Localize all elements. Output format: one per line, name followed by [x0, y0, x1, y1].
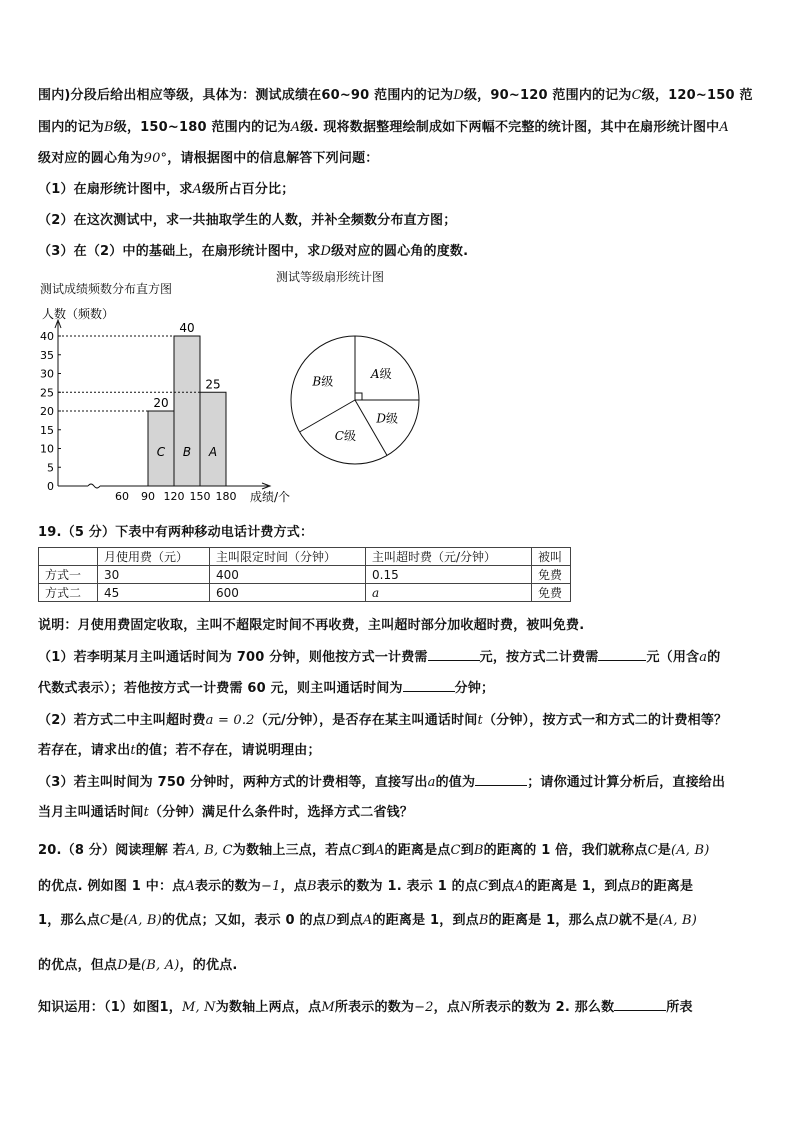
var-N: N — [460, 1000, 472, 1015]
text: ；请你通过计算分析后，直接给出 — [527, 775, 726, 790]
text: （分钟），按方式一和方式二的计费相等？ — [482, 713, 728, 728]
p20-line-1 — [38, 839, 710, 858]
table-row — [39, 566, 571, 584]
bar-category-label: A — [208, 445, 218, 459]
text: 元（用含 — [646, 650, 700, 665]
text: 级对应的圆心角的度数. — [331, 244, 469, 259]
table-cell: 方式二 — [39, 584, 98, 602]
pie-chart — [285, 330, 425, 470]
text: 是 — [110, 913, 124, 928]
var-A: A — [719, 120, 729, 135]
p19-note — [38, 614, 584, 633]
x-tick-label: 60 — [115, 490, 129, 503]
text: 围内)分段后给出相应等级，具体为：测试成绩在60~90 范围内的记为 — [38, 88, 454, 103]
p19-question-3 — [38, 771, 725, 790]
text: 的优点；又如，表示 0 的点 — [161, 913, 326, 928]
text: 的 — [707, 650, 721, 665]
fee-table — [38, 547, 571, 602]
var-B: B — [104, 120, 114, 135]
bar — [200, 392, 226, 486]
text: 的优点. 例如图 1 中：点 — [38, 879, 186, 894]
y-tick-label: 5 — [47, 461, 54, 475]
table-cell: 45 — [98, 584, 210, 602]
y-tick-label: 25 — [40, 386, 54, 400]
y-axis-label: 人数（频数） — [42, 307, 115, 321]
text: 20.（8 分）阅读理解 若 — [38, 843, 186, 858]
pair: (B, A) — [141, 958, 180, 973]
bar — [174, 336, 200, 486]
var-C: C — [478, 879, 489, 894]
text: （分钟）满足什么条件时，选择方式二省钱？ — [149, 805, 414, 820]
vars: M, N — [182, 1000, 216, 1015]
text: 是 — [127, 958, 142, 973]
text: 级对应的圆心角为 — [38, 151, 144, 166]
text: 为数轴上三点，若点 — [232, 843, 352, 858]
y-tick-label: 15 — [40, 423, 54, 437]
bar-category-label: C — [156, 445, 166, 459]
p19-question-2-cont — [38, 739, 321, 758]
p19-question-1-cont — [38, 677, 494, 696]
answer-blank[interactable] — [475, 773, 527, 786]
text: 所表 — [666, 1000, 693, 1015]
y-tick-label: 35 — [40, 348, 54, 362]
var-C: C — [631, 88, 642, 103]
text: （1）若李明某月主叫通话时间为 700 分钟，则他按方式一计费需 — [38, 650, 428, 665]
text: 知识运用：（1）如图1， — [38, 1000, 182, 1015]
table-cell: 免费 — [532, 584, 571, 602]
var-A: A — [185, 879, 195, 894]
text: 级，90~120 范围内的记为 — [463, 88, 632, 103]
text: （1）在扇形统计图中，求 — [38, 182, 193, 197]
text: 分钟； — [454, 681, 495, 696]
text: 级. 现将数据整理绘制成如下两幅不完整的统计图，其中在扇形统计图中 — [300, 120, 720, 135]
x-tick-label: 150 — [189, 490, 211, 503]
text: 的距离是 1，到点 — [372, 913, 479, 928]
table-header-row — [39, 548, 571, 566]
text: 级所占百分比； — [202, 182, 295, 197]
var-A: A — [290, 120, 301, 135]
x-tick-label: 120 — [163, 490, 185, 503]
text: 的值为 — [435, 775, 476, 790]
pie-slice-label: D级 — [376, 411, 398, 426]
answer-blank[interactable] — [598, 648, 646, 661]
text: 围内的记为 — [38, 120, 105, 135]
vars: A, B, C — [185, 843, 233, 858]
x-axis-break — [88, 484, 100, 488]
text: 为数轴上两点，点 — [215, 1000, 322, 1015]
text: 19.（5 分）下表中有两种移动电话计费方式： — [38, 525, 314, 540]
text: 到点 — [488, 879, 515, 894]
var-B: B — [473, 843, 484, 858]
y-tick-label: 40 — [40, 330, 54, 343]
var-D: D — [608, 913, 619, 928]
text: （3）在（2）中的基础上，在扇形统计图中，求 — [38, 244, 321, 259]
p19-question-1 — [38, 646, 720, 665]
text: （元/分钟），是否存在某主叫通话时间 — [254, 713, 478, 728]
text: ，点 — [280, 879, 307, 894]
text: 说明：月使用费固定收取，主叫不超限定时间不再收费，主叫超时部分加收超时费，被叫免费. — [38, 618, 585, 633]
table-cell: 30 — [98, 566, 210, 584]
expr: a = 0.2 — [205, 713, 255, 728]
pair: (A, B) — [670, 843, 710, 858]
var-a: a — [427, 775, 436, 790]
text: 的距离的 1 倍，我们就称点 — [483, 843, 648, 858]
text: 表示的数为 — [194, 879, 261, 894]
text: 所表示的数为 — [334, 1000, 415, 1015]
answer-blank[interactable] — [614, 998, 666, 1011]
y-tick-label: 30 — [40, 367, 54, 381]
text: 若存在，请求出 — [38, 743, 131, 758]
x-tick-label: 180 — [215, 490, 237, 503]
bar-category-label: B — [182, 445, 192, 459]
pie-slice-label: A级 — [370, 366, 392, 381]
text: （2）若方式二中主叫超时费 — [38, 713, 206, 728]
text: 所表示的数为 2. 那么数 — [471, 1000, 615, 1015]
table-cell: 被叫 — [532, 548, 571, 566]
var-D: D — [117, 958, 128, 973]
table-cell: 月使用费（元） — [98, 548, 210, 566]
var-A: A — [192, 182, 203, 197]
table-cell: 主叫超时费（元/分钟） — [366, 548, 532, 566]
answer-blank[interactable] — [403, 679, 455, 692]
var-B: B — [478, 913, 489, 928]
table-cell: 400 — [210, 566, 366, 584]
angle-value: 90° — [143, 151, 168, 166]
text: 到 — [460, 843, 474, 858]
p18-question-3 — [38, 240, 468, 259]
text: 的优点，但点 — [38, 958, 118, 973]
text: 级，120~150 范 — [641, 88, 753, 103]
pair: (A, B) — [123, 913, 162, 928]
bar-data-label: 25 — [205, 377, 221, 392]
p20-line-5 — [38, 996, 693, 1015]
text: 是 — [657, 843, 671, 858]
p19-question-3-cont — [38, 801, 413, 820]
number: −2 — [414, 1000, 434, 1015]
p18-line-3 — [38, 147, 378, 166]
p18-question-1 — [38, 178, 294, 197]
text: 到点 — [336, 913, 363, 928]
text: 元，按方式二计费需 — [479, 650, 599, 665]
var-a: a — [699, 650, 708, 665]
var-C: C — [647, 843, 658, 858]
bar-data-label: 40 — [179, 321, 195, 335]
p20-line-4 — [38, 954, 238, 973]
var-t: t — [143, 805, 150, 820]
var-D: D — [325, 913, 337, 928]
table-cell: 免费 — [532, 566, 571, 584]
table-cell: a — [366, 584, 532, 602]
table-row — [39, 584, 571, 602]
y-tick-label: 0 — [47, 480, 54, 493]
number: −1 — [260, 879, 281, 894]
text: 表示的数为 1. 表示 1 的点 — [316, 879, 479, 894]
var-A: A — [374, 843, 385, 858]
bar-data-label: 20 — [153, 396, 169, 410]
y-tick-label: 20 — [40, 405, 54, 418]
text: ，请根据图中的信息解答下列问题： — [167, 151, 379, 166]
var-C: C — [351, 843, 362, 858]
text: 的值；若不存在，请说明理由； — [135, 743, 321, 758]
text: 级，150~180 范围内的记为 — [113, 120, 291, 135]
var-C: C — [100, 913, 111, 928]
var-B: B — [630, 879, 641, 894]
text: 到 — [361, 843, 375, 858]
pie-slice-label: C级 — [334, 428, 356, 443]
var-t: t — [130, 743, 136, 758]
table-cell: 0.15 — [366, 566, 532, 584]
histogram-title: 测试成绩频数分布直方图 — [40, 282, 173, 296]
text: （3）若主叫时间为 750 分钟时，两种方式的计费相等，直接写出 — [38, 775, 428, 790]
p18-line-2 — [38, 116, 729, 135]
var-D: D — [320, 244, 332, 259]
p20-line-2 — [38, 875, 693, 894]
table-cell: 主叫限定时间（分钟） — [210, 548, 366, 566]
text: 的距离是 — [640, 879, 694, 894]
var-t: t — [477, 713, 483, 728]
text: 当月主叫通话时间 — [38, 805, 144, 820]
text: 1，那么点 — [38, 913, 101, 928]
p19-question-2 — [38, 709, 727, 728]
table-cell: 方式一 — [39, 566, 98, 584]
var-A: A — [362, 913, 373, 928]
var-D: D — [453, 88, 464, 103]
text: 就不是 — [618, 913, 659, 928]
text: 的距离是 1，那么点 — [488, 913, 609, 928]
var-M: M — [321, 1000, 335, 1015]
pie-slice-label: B级 — [312, 374, 334, 389]
var-B: B — [306, 879, 317, 894]
text: （2）在这次测试中，求一共抽取学生的人数，并补全频数分布直方图； — [38, 213, 457, 228]
p18-line-1 — [38, 84, 753, 103]
pair: (A, B) — [658, 913, 698, 928]
x-tick-label: 90 — [141, 490, 155, 503]
table-cell: 600 — [210, 584, 366, 602]
p20-line-3 — [38, 909, 697, 928]
y-tick-label: 10 — [40, 442, 54, 456]
pie-title: 测试等级扇形统计图 — [276, 270, 385, 284]
text: 的距离是 1，到点 — [524, 879, 631, 894]
table-cell — [39, 548, 98, 566]
p18-question-2 — [38, 209, 456, 228]
answer-blank[interactable] — [428, 648, 480, 661]
text: 的距离是点 — [384, 843, 451, 858]
var-C: C — [450, 843, 461, 858]
var-A: A — [514, 879, 525, 894]
p19-heading — [38, 521, 313, 540]
histogram-chart — [30, 300, 300, 506]
text: ，的优点. — [179, 958, 238, 973]
x-axis-label: 成绩/个 — [250, 490, 291, 504]
text: ，点 — [433, 1000, 461, 1015]
text: 代数式表示）；若他按方式一计费需 60 元，则主叫通话时间为 — [38, 681, 403, 696]
